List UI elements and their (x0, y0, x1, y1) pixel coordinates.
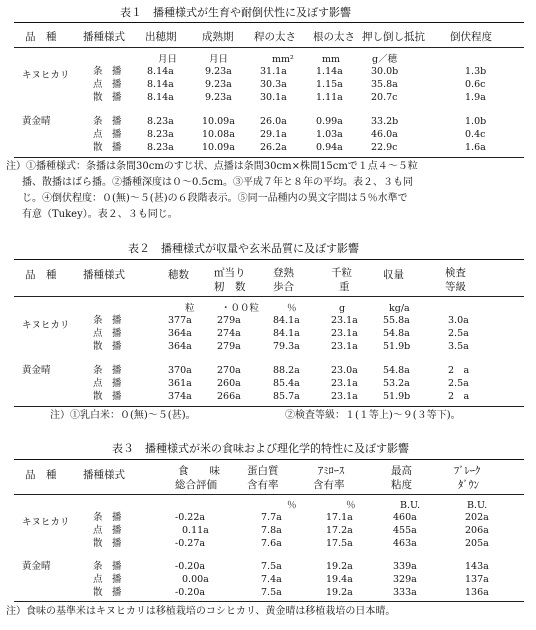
t1-cell: 10.09a (202, 142, 235, 153)
t1-cell: 1.11a (316, 92, 343, 103)
t3-header-breakdown-2: ﾀﾞｳﾝ (458, 479, 479, 491)
table1-header-rule (14, 47, 524, 48)
table2-caption: 表２ 播種様式が収量や玄米品質に及ぼす影響 (128, 242, 359, 255)
t2-cell: 51.9b (383, 391, 411, 402)
t3-unit-protein: ％ (287, 500, 297, 511)
table2-top-rule (14, 259, 524, 260)
t3-cell: 205a (465, 538, 489, 549)
t1-row-method: 条 播 (93, 66, 122, 77)
t3-header-amylose-2: 含有率 (313, 479, 345, 491)
t2-header-variety: 品 種 (25, 269, 57, 281)
t3-cell: 7.6a (261, 538, 282, 549)
t3-cell: 460a (393, 512, 417, 523)
t3-row-method: 条 播 (93, 561, 122, 572)
t2-unit-yield: kg/a (389, 303, 410, 314)
t3-header-method: 播種様式 (83, 469, 125, 481)
t3-unit-breakdown: B.U. (467, 500, 488, 511)
t1-row-method: 点 播 (93, 79, 122, 90)
t2-cell: 364a (168, 328, 192, 339)
t1-header-method: 播種様式 (83, 31, 125, 43)
t3-cell: 333a (393, 587, 417, 598)
t3-header-breakdown-1: ﾌﾞﾚｰｸ (454, 465, 481, 477)
table2-bottom-rule (14, 406, 524, 407)
t1-variety-kinuhikari: キヌヒカリ (22, 70, 70, 81)
t1-header-maturity: 成熟期 (202, 31, 234, 43)
t2-cell: 3.0a (448, 315, 469, 326)
t1-cell: 1.9a (465, 92, 486, 103)
t2-header-panicles: 穂数 (168, 269, 189, 281)
t2-cell: 274a (217, 328, 241, 339)
t2-unit-spikelets: ・００粒 (221, 303, 260, 314)
t2-unit-1000grain: g (339, 303, 346, 314)
t1-unit-maturity: 月日 (209, 54, 229, 65)
t2-header-spikelets: 籾 数 (214, 281, 246, 293)
t2-cell: 51.9b (383, 341, 411, 352)
t1-unit-root: mm (322, 54, 341, 65)
t1-header-variety: 品 種 (25, 31, 57, 43)
t2-cell: 2.5a (448, 378, 469, 389)
t2-cell: 279a (217, 341, 241, 352)
t1-cell: 8.23a (147, 116, 174, 127)
t1-cell: 1.0b (465, 116, 487, 127)
t3-cell: -0.22a (175, 512, 206, 523)
t2-row-method: 散 播 (93, 391, 122, 402)
t1-header-lodging: 倒伏程度 (450, 31, 492, 43)
t2-row-method: 条 播 (93, 365, 122, 376)
t3-cell: 0.00a (182, 574, 209, 585)
t3-cell: 17.5a (326, 538, 353, 549)
t1-cell: 9.23a (205, 79, 232, 90)
t1-cell: 10.08a (202, 129, 235, 140)
t1-cell: 9.23a (205, 92, 232, 103)
t3-cell: 7.8a (261, 525, 282, 536)
t3-cell: 329a (393, 574, 417, 585)
t2-cell: 23.1a (331, 328, 358, 339)
t2-variety-kinuhikari: キヌヒカリ (22, 320, 70, 331)
t3-header-protein-1: 蛋白質 (247, 465, 279, 477)
t3-cell: 137a (465, 574, 489, 585)
t3-cell: -0.20a (175, 587, 206, 598)
t2-cell: 370a (168, 365, 192, 376)
t2-unit-ripening: ％ (287, 303, 297, 314)
t3-header-taste-2: 総合評価 (175, 479, 217, 491)
t2-row-method: 散 播 (93, 341, 122, 352)
t2-cell: 23.1a (331, 378, 358, 389)
t1-cell: 0.99a (316, 116, 343, 127)
t3-row-method: 点 播 (93, 525, 122, 536)
t1-cell: 30.1a (260, 92, 287, 103)
t1-note-line: 有意（Tukey）。表２、３も同じ。 (22, 209, 178, 220)
t1-header-culm: 稈の太さ (254, 31, 296, 43)
t2-header-per-m2: ㎡当り (214, 267, 246, 279)
t1-note-line: じ。④倒伏程度：０(無)～５(甚)の６段階表示。⑤同一品種内の異文字間は５％水準で (22, 193, 408, 204)
t2-header-method: 播種様式 (83, 269, 125, 281)
t1-cell: 0.6c (465, 79, 486, 90)
t2-cell: 53.2a (383, 378, 410, 389)
t3-cell: 202a (465, 512, 489, 523)
t1-cell: 20.7c (371, 92, 398, 103)
t3-cell: 7.7a (261, 512, 282, 523)
t2-header-inspection-2: 等級 (445, 281, 466, 293)
t2-cell: 2.5a (448, 328, 469, 339)
table2-header-rule (14, 296, 524, 297)
t2-row-method: 点 播 (93, 378, 122, 389)
t1-cell: 35.8a (371, 79, 398, 90)
t2-cell: 23.0a (331, 365, 358, 376)
t1-cell: 26.2a (260, 142, 287, 153)
t3-unit-viscosity: B.U. (400, 500, 421, 511)
table3-bottom-rule (14, 601, 524, 602)
t2-cell: 374a (168, 391, 192, 402)
t3-row-method: 条 播 (93, 512, 122, 523)
t3-cell: 0.11a (182, 525, 209, 536)
table1-bottom-rule (14, 157, 524, 158)
t2-cell: 361a (168, 378, 192, 389)
t2-note-2: ②検査等級：１(１等上)～９(３等下)。 (285, 410, 461, 421)
t3-unit-amylose: ％ (346, 500, 356, 511)
t3-header-viscosity-2: 粘度 (391, 479, 412, 491)
t3-cell: 339a (393, 561, 417, 572)
t1-row-method: 条 播 (93, 116, 122, 127)
t1-cell: 33.2b (371, 116, 399, 127)
t1-cell: 1.03a (316, 129, 343, 140)
t3-cell: 463a (393, 538, 417, 549)
t2-header-inspection-1: 検査 (445, 267, 466, 279)
t2-cell: 2 a (448, 391, 470, 402)
t3-cell: 19.2a (326, 587, 353, 598)
t1-row-method: 散 播 (93, 142, 122, 153)
t2-cell: 79.3a (273, 341, 300, 352)
t1-unit-culm: mm² (272, 54, 294, 65)
t1-note-line: 注）①播種様式：条播は条間30cmのすじ状、点播は条間30cm×株間15cmで１点４～５粒 (6, 161, 418, 172)
t1-cell: 8.14a (147, 79, 174, 90)
t3-cell: -0.20a (175, 561, 206, 572)
t2-cell: 88.2a (273, 365, 300, 376)
t2-cell: 2 a (448, 365, 470, 376)
t1-unit-heading: 月日 (158, 54, 178, 65)
t1-row-method: 散 播 (93, 92, 122, 103)
t2-note-1: 注）①乳白米：０(無)～５(甚)。 (50, 410, 196, 421)
t3-note: 注）食味の基準米はキヌヒカリは移植栽培のコシヒカリ、黄金晴は移植栽培の日本晴。 (6, 606, 396, 617)
t2-cell: 23.1a (331, 341, 358, 352)
t2-cell: 377a (168, 315, 192, 326)
t3-cell: 7.4a (261, 574, 282, 585)
t3-variety-koganebare: 黄金晴 (22, 561, 51, 572)
t3-header-variety: 品 種 (25, 469, 57, 481)
t3-cell: 17.1a (326, 512, 353, 523)
t3-cell: 19.2a (326, 561, 353, 572)
t1-unit-resistance: g／穂 (372, 54, 398, 65)
table3-top-rule (14, 459, 524, 460)
t3-row-method: 点 播 (93, 574, 122, 585)
t2-cell: 54.8a (383, 328, 410, 339)
t1-cell: 1.6a (465, 142, 486, 153)
t1-cell: 26.0a (260, 116, 287, 127)
t1-cell: 29.1a (260, 129, 287, 140)
t2-cell: 364a (168, 341, 192, 352)
t2-cell: 260a (217, 378, 241, 389)
t2-unit-panicles: 粒 (185, 303, 195, 314)
t1-row-method: 点 播 (93, 129, 122, 140)
t1-cell: 1.14a (316, 66, 343, 77)
t3-cell: 17.2a (326, 525, 353, 536)
t1-cell: 1.15a (316, 79, 343, 90)
t1-cell: 10.09a (202, 116, 235, 127)
t2-cell: 54.8a (383, 365, 410, 376)
t1-cell: 0.4c (465, 129, 486, 140)
t3-row-method: 散 播 (93, 587, 122, 598)
t3-header-viscosity-1: 最高 (391, 465, 412, 477)
t1-cell: 30.0b (371, 66, 399, 77)
t3-cell: 19.4a (326, 574, 353, 585)
t3-header-taste-1: 食 味 (178, 465, 220, 477)
t1-header-root: 根の太さ (313, 31, 355, 43)
t2-cell: 55.8a (383, 315, 410, 326)
t3-cell: 455a (393, 525, 417, 536)
t1-cell: 0.94a (316, 142, 343, 153)
t2-cell: 85.7a (273, 391, 300, 402)
t3-cell: 7.5a (261, 587, 282, 598)
t1-cell: 22.9c (371, 142, 398, 153)
table1-caption: 表１ 播種様式が生育や耐倒伏性に及ぼす影響 (120, 6, 351, 19)
t2-cell: 85.4a (273, 378, 300, 389)
t2-cell: 84.1a (273, 315, 300, 326)
t1-cell: 30.3a (260, 79, 287, 90)
t1-header-heading: 出穂期 (145, 31, 177, 43)
t2-cell: 3.5a (448, 341, 469, 352)
t1-variety-koganebare: 黄金晴 (22, 116, 51, 127)
t1-cell: 8.14a (147, 92, 174, 103)
t2-row-method: 条 播 (93, 315, 122, 326)
t1-cell: 31.1a (260, 66, 287, 77)
t3-variety-kinuhikari: キヌヒカリ (22, 517, 70, 528)
t1-cell: 8.23a (147, 129, 174, 140)
t2-cell: 270a (217, 365, 241, 376)
t3-cell: 136a (465, 587, 489, 598)
t2-header-ripening-1: 登熟 (273, 267, 294, 279)
t2-cell: 23.1a (331, 315, 358, 326)
t2-row-method: 点 播 (93, 328, 122, 339)
t2-cell: 84.1a (273, 328, 300, 339)
t1-cell: 9.23a (205, 66, 232, 77)
t3-cell: 206a (465, 525, 489, 536)
t3-row-method: 散 播 (93, 538, 122, 549)
table3-header-rule (14, 494, 524, 495)
t1-cell: 8.14a (147, 66, 174, 77)
t3-cell: -0.27a (175, 538, 206, 549)
t1-header-resistance: 押し倒し抵抗 (362, 31, 425, 43)
t2-cell: 266a (217, 391, 241, 402)
t3-cell: 7.5a (261, 561, 282, 572)
t2-header-ripening-2: 歩合 (273, 281, 294, 293)
t2-variety-koganebare: 黄金晴 (22, 365, 51, 376)
t1-note-line: 播、散播はばら播。②播種深度は０～0.5cm。③平成７年と８年の平均。表２、３も同 (22, 177, 413, 188)
t1-cell: 46.0a (371, 129, 398, 140)
table1-top-rule (14, 22, 524, 23)
t2-cell: 279a (217, 315, 241, 326)
table3-caption: 表３ 播種様式が米の食味および理化学的特性に及ぼす影響 (112, 442, 409, 455)
t2-header-yield: 収量 (383, 269, 404, 281)
t3-header-amylose-1: ｱﾐﾛｰｽ (318, 465, 345, 477)
t1-cell: 8.23a (147, 142, 174, 153)
t2-header-1000grain-2: 重 (339, 281, 350, 293)
t2-header-1000grain-1: 千粒 (331, 267, 352, 279)
t1-cell: 1.3b (465, 66, 487, 77)
t3-header-protein-2: 含有率 (247, 479, 279, 491)
t3-cell: 143a (465, 561, 489, 572)
t2-cell: 23.1a (331, 391, 358, 402)
